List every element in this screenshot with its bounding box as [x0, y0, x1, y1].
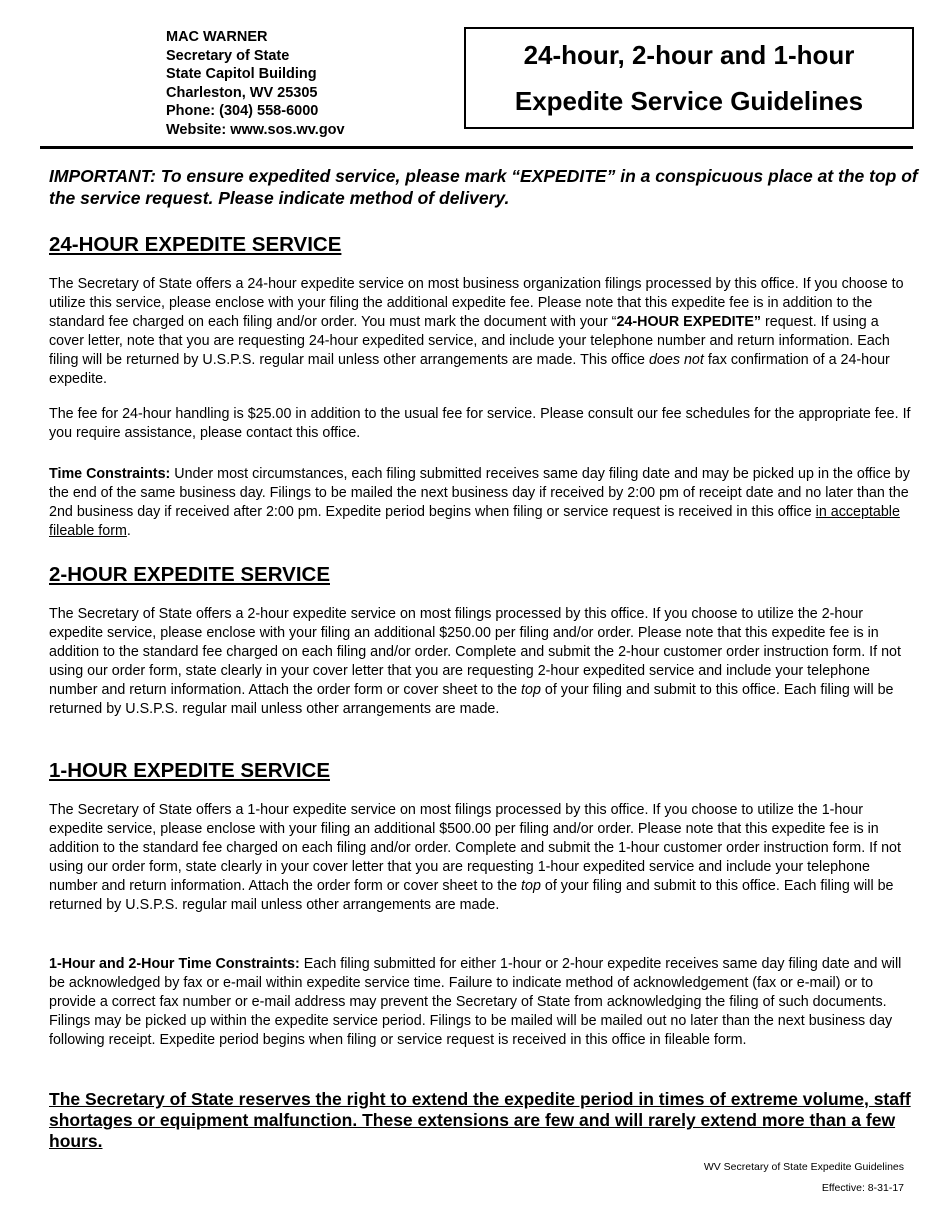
- office-title: Secretary of State: [166, 47, 290, 64]
- office-holder-name: MAC WARNER: [166, 29, 268, 45]
- text-run-bold: 24-HOUR EXPEDITE”: [616, 314, 762, 330]
- paragraph-24-hour-time-constraints: [49, 465, 911, 541]
- text-run: The Secretary of State offers a 1-hour expedite service on most filings processed by this office. If you choose to utilize the 1-hour expedite service, please enclose with your filing an additional $500.00 per filing and/or order. Please note that this expedite fee is in addition to the standard fee charged on each filing and/or order. Complete and submit the 1-hour customer order instruction form. If not using our order form, state clearly in your cover letter that you are requesting 1-hour expedited service and include your telephone number and return information. Attach the order form or cover sheet to the: [49, 802, 901, 894]
- document-title-line2: Expedite Service Guidelines: [514, 86, 864, 116]
- footer-effective-date: Effective: 8-31-17: [821, 1182, 904, 1194]
- section-heading-24-hour: 24-HOUR EXPEDITE SERVICE: [49, 233, 342, 256]
- document-title-box: [464, 27, 914, 129]
- text-run: The Secretary of State offers a 2-hour expedite service on most filings processed by this office. If you choose to utilize the 2-hour expedite service, please enclose with your filing an additional $250.00 per filing and/or order. Please note that this expedite fee is in addition to the standard fee charged on each filing and/or order. Complete and submit the 2-hour customer order instruction form. If not using our order form, state clearly in your cover letter that you are requesting 2-hour expedited service and include your telephone number and return information. Attach the order form or cover sheet to the: [49, 606, 901, 698]
- office-city: Charleston, WV 25305: [166, 84, 318, 101]
- text-run: of your filing and submit to this office. Each filing will be returned by U.S.P.S. regular mail unless other arrangements are made.: [49, 878, 894, 913]
- paragraph-1-and-2-hour-time-constraints: [49, 955, 911, 1050]
- header-divider: [40, 146, 913, 149]
- office-address-block: [166, 28, 345, 139]
- text-run: of your filing and submit to this office. Each filing will be returned by U.S.P.S. regular mail unless other arrangements are made.: [49, 682, 894, 717]
- footer-document-name: WV Secretary of State Expedite Guidelines: [703, 1161, 904, 1173]
- office-phone: Phone: (304) 558-6000: [166, 103, 319, 119]
- text-run-italic: top: [521, 878, 541, 894]
- text-run: Under most circumstances, each filing submitted receives same day filing date and may be picked up in the office by the end of the same business day. Filings to be mailed the next business day if received by 2:00 pm of receipt date and no later than the 2nd business day if received after 2:00 pm. Expedite period begins when filing or service request is received in this office: [49, 466, 910, 520]
- text-run-italic: top: [521, 682, 541, 698]
- document-title-line1: 24-hour, 2-hour and 1-hour: [523, 40, 855, 70]
- text-run: .: [126, 523, 131, 539]
- time-constraints-label: Time Constraints:: [49, 466, 171, 482]
- reservation-notice: The Secretary of State reserves the right to extend the expedite period in times of extreme volume, staff shortages or equipment malfunction. These extensions are few and will rarely extend more than a few hours.: [49, 1089, 911, 1151]
- paragraph-1-hour-intro: [49, 801, 911, 915]
- text-run-underline: in acceptable fileable form: [49, 504, 900, 539]
- text-run: The Secretary of State offers a 24-hour expedite service on most business organization filings processed by this office. If you choose to utilize this service, please enclose with your filing the additional expedite fee. Please note that this expedite fee is in addition to the standard fee charged on each filing and/or order. You must mark the document with your “: [49, 276, 904, 330]
- text-run-italic: does not: [648, 352, 704, 368]
- paragraph-24-hour-fee: The fee for 24-hour handling is $25.00 in addition to the usual fee for service. Please consult our fee schedules for the appropriate fee. If you require assistance, please contact this office.: [49, 406, 911, 441]
- office-building: State Capitol Building: [166, 66, 317, 82]
- office-website: Website: www.sos.wv.gov: [166, 121, 345, 138]
- time-constraints-label: 1-Hour and 2-Hour Time Constraints:: [49, 956, 300, 972]
- text-run: request. If using a cover letter, note that you are requesting 24-hour expedited service, and include your telephone number and return information. Each filing will be returned by U.S.P.S. regular mail unless other arrangements are made. This office: [49, 314, 890, 368]
- section-heading-1-hour: 1-HOUR EXPEDITE SERVICE: [49, 759, 330, 782]
- section-heading-2-hour: 2-HOUR EXPEDITE SERVICE: [49, 563, 330, 586]
- text-run: fax confirmation of a 24-hour expedite.: [49, 352, 890, 387]
- paragraph-2-hour-intro: [49, 605, 911, 719]
- text-run: Each filing submitted for either 1-hour or 2-hour expedite receives same day filing date and will be acknowledged by fax or e-mail within expedite service time. Failure to indicate method of acknowledgement (fax or e-mail) or to provide a correct fax number or e-mail address may prevent the Secretary of State from acknowledging the filing of such documents. Filings may be picked up within the expedite service period. Filings to be mailed will be mailed out no later than the next business day following receipt. Expedite period begins when filing or service request is received in this office in fileable form.: [49, 956, 902, 1048]
- important-notice: IMPORTANT: To ensure expedited service, please mark “EXPEDITE” in a conspicuous place at the top of the service request. Please indicate method of delivery.: [49, 166, 918, 208]
- paragraph-24-hour-intro: [49, 275, 911, 389]
